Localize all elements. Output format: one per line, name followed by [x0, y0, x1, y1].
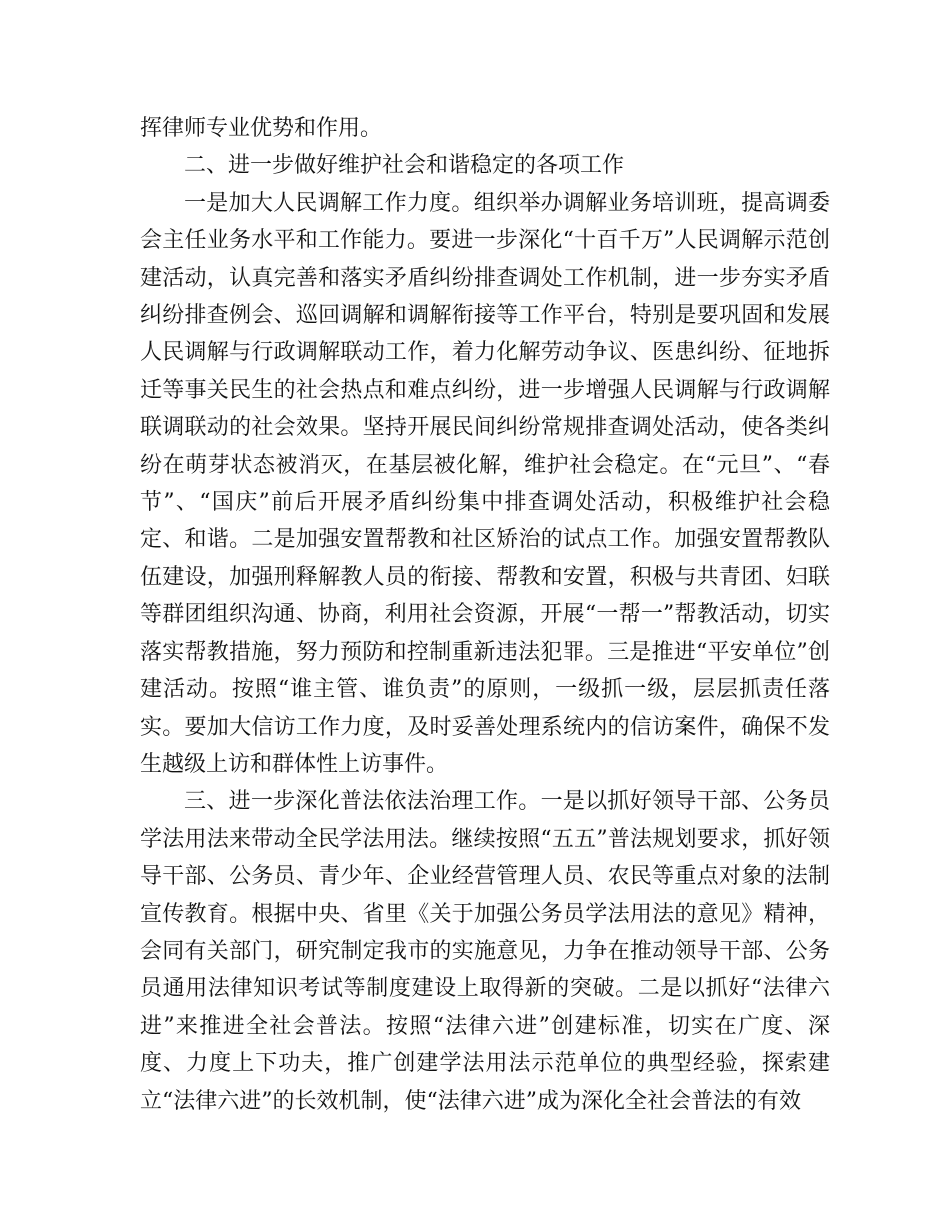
section-heading-two: 二、进一步做好维护社会和谐稳定的各项工作	[184, 153, 625, 179]
paragraph-mediation-work: 一是加大人民调解工作力度。组织举办调解业务培训班，提高调委会主任业务水平和工作能力。要进一步深化“十百千万”人民调解示范创建活动，认真完善和落实矛盾纠纷排查调处工作机制，进一步夯实矛盾纠纷排查例会、巡回调解和调解衔接等工作平台，特别是要巩固和发展人民调解与行政调解联动工作，着力化解劳动争议、医患纠纷、征地拆迁等事关民生的社会热点和难点纠纷，进一步增强人民调解与行政调解联调联动的社会效果。坚持开展民间纠纷常规排查调处活动，使各类纠纷在萌芽状态被消灭，在基层被化解，维护社会稳定。在“元旦”、“春节”、“国庆”前后开展矛盾纠纷集中排查调处活动，积极维护社会稳定、和谐。二是加强安置帮教和社区矫治的试点工作。加强安置帮教队伍建设，加强刑释解教人员的衔接、帮教和安置，积极与共青团、妇联等群团组织沟通、协商，利用社会资源，开展“一帮一”帮教活动，切实落实帮教措施，努力预防和控制重新违法犯罪。三是推进“平安单位”创建活动。按照“谁主管、谁负责”的原则，一级抓一级，层层抓责任落实。要加大信访工作力度，及时妥善处理系统内的信访案件，确保不发生越级上访和群体性上访事件。	[140, 190, 830, 777]
paragraph-continuation: 挥律师专业优势和作用。	[140, 116, 383, 141]
section-three-paragraph: 三、进一步深化普法依法治理工作。一是以抓好领导干部、公务员学法用法来带动全民学法用法。继续按照“五五”普法规划要求，抓好领导干部、公务员、青少年、企业经营管理人员、农民等重点对象的法制宣传教育。根据中央、省里《关于加强公务员学法用法的意见》精神，会同有关部门，研究制定我市的实施意见，力争在推动领导干部、公务员通用法律知识考试等制度建设上取得新的突破。二是以抓好“法律六进”来推进全社会普法。按照“法律六进”创建标准，切实在广度、深度、力度上下功夫，推广创建学法用法示范单位的典型经验，探索建立“法律六进”的长效机制，使“法律六进”成为深化全社会普法的有效	[140, 789, 830, 1114]
document-body	[140, 110, 830, 1120]
